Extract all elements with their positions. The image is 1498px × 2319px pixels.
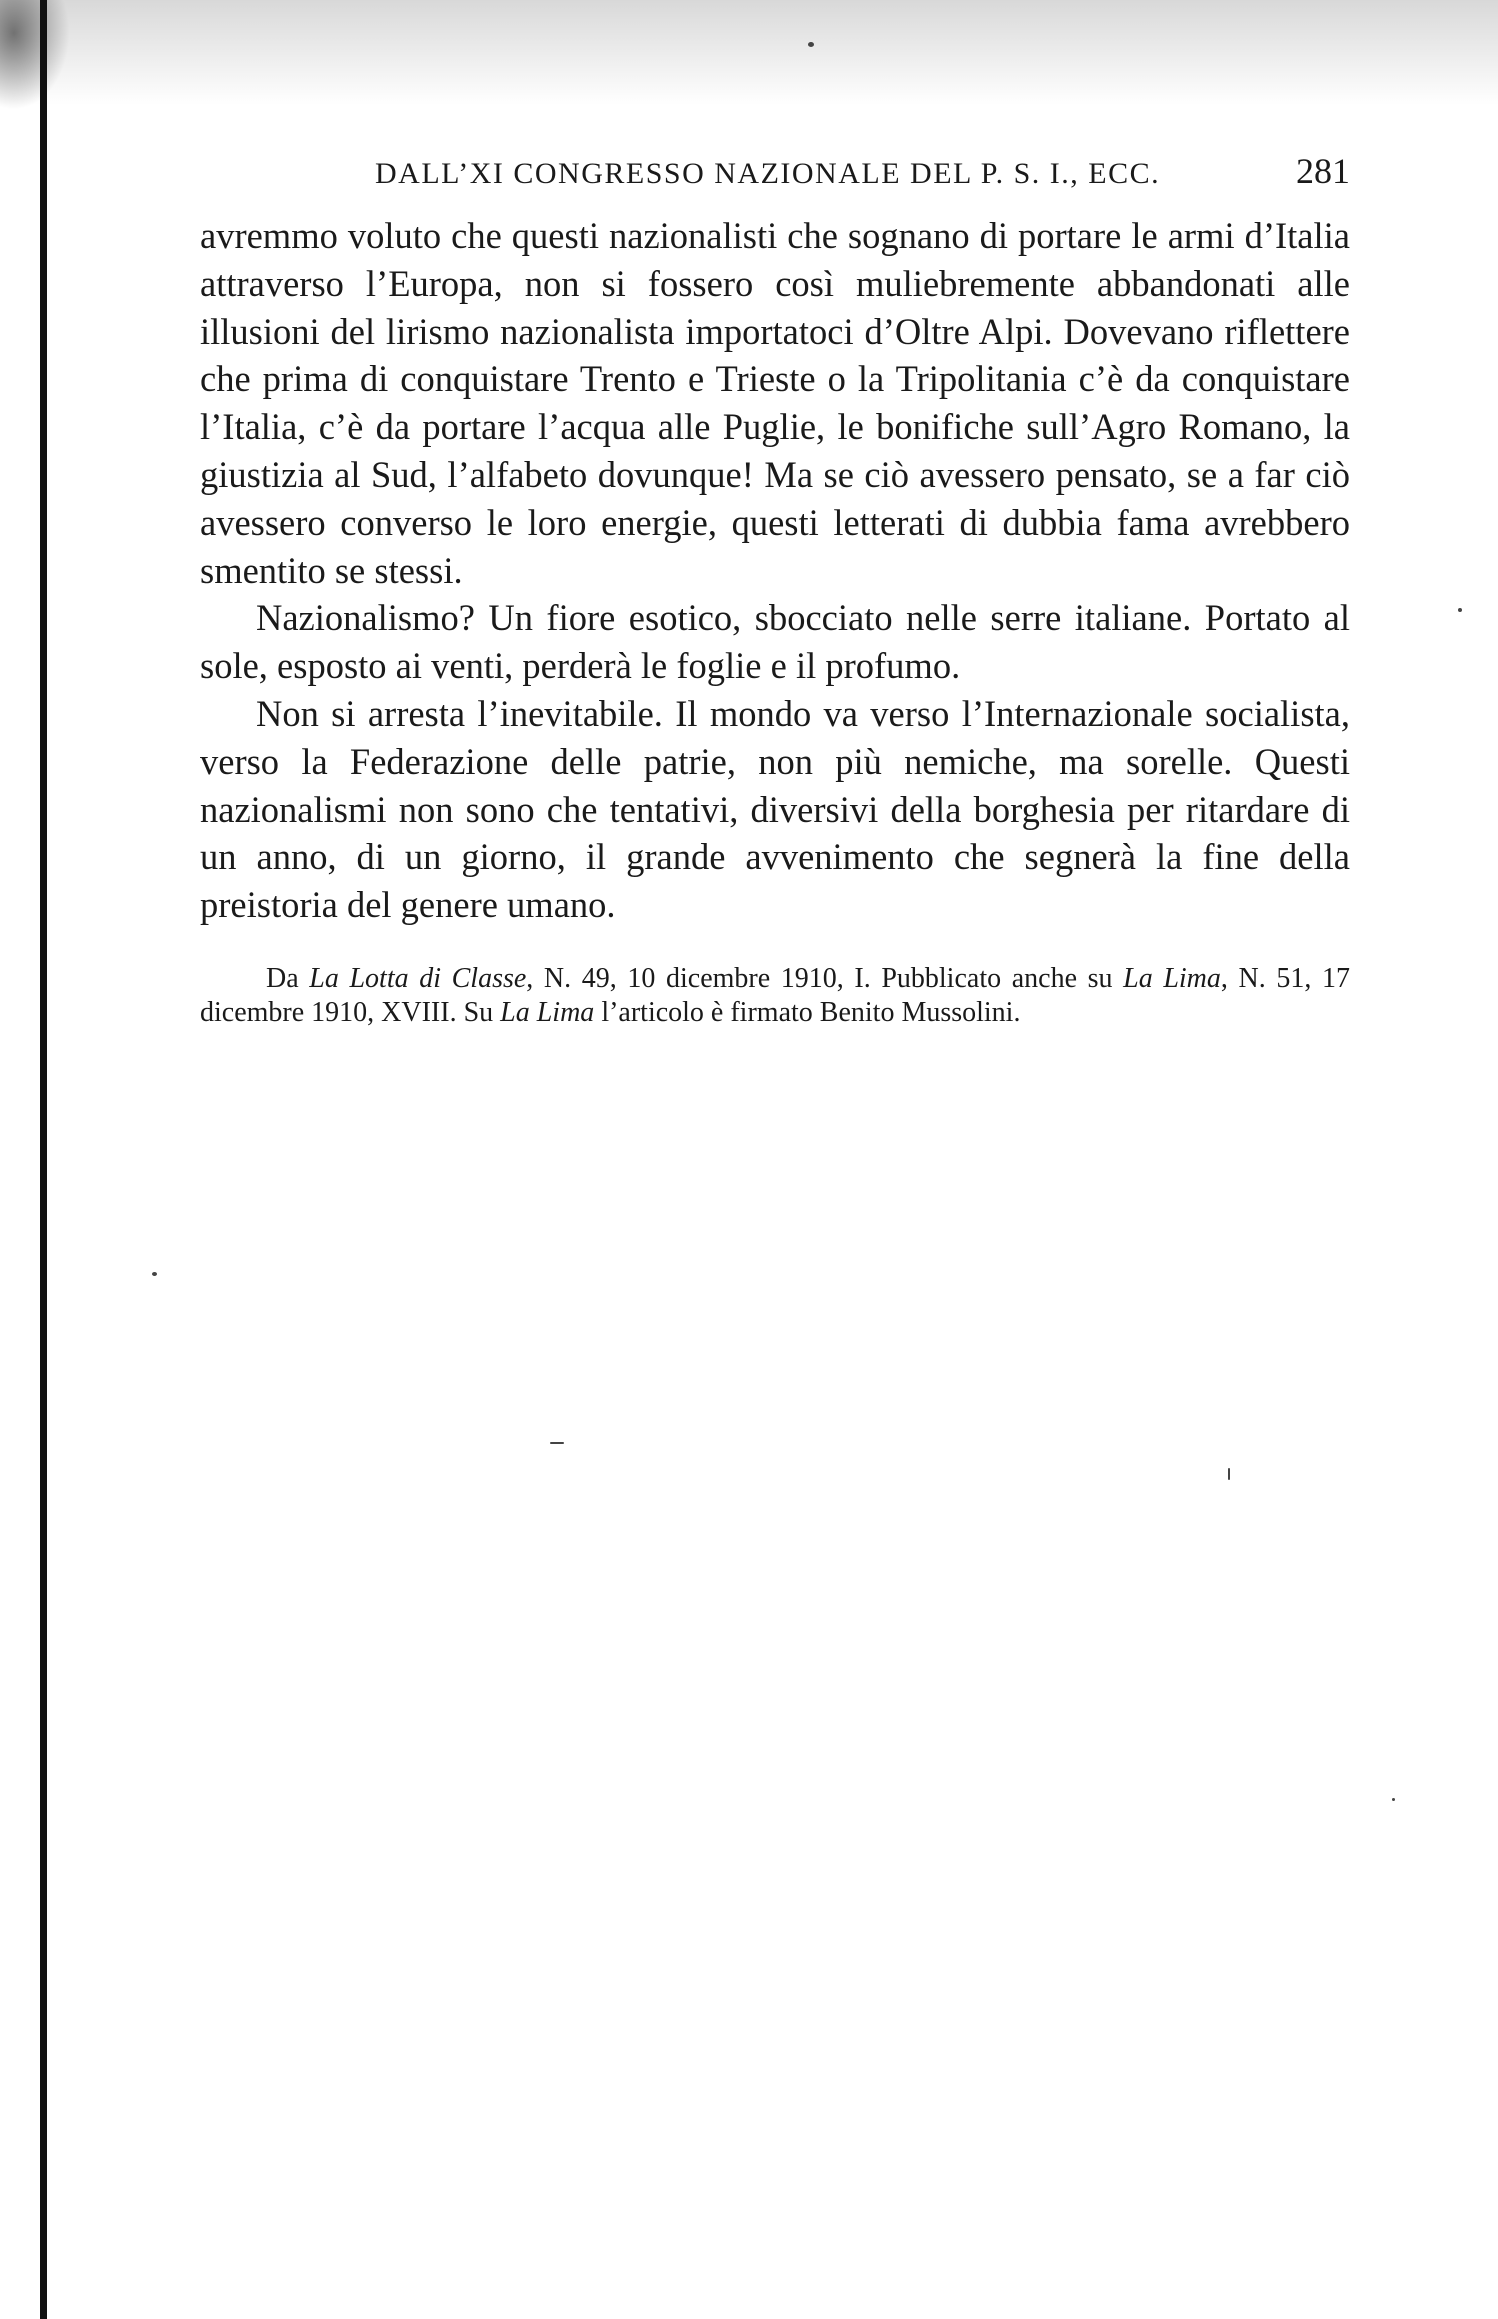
source-note-part: l’articolo è firmato Benito Mussolini. bbox=[594, 997, 1021, 1028]
paragraph-3: Non si arresta l’inevitabile. Il mondo va verso l’Internazionale socialista, verso la Federazione delle patrie, non più nemiche, ma sorelle. Questi nazionalismi non sono che tentativi, diversivi della borghesia per ritardare di un anno, di un giorno, il grande avvenimento che segnerà la fine della preistoria del genere umano. bbox=[200, 692, 1350, 926]
scan-speck bbox=[152, 1272, 157, 1276]
source-note bbox=[200, 962, 1350, 1030]
source-note-part: , N. 51, 17 dicembre 1910, XVIII. Su bbox=[200, 963, 1350, 1028]
scan-speck bbox=[550, 1442, 564, 1444]
page-header bbox=[200, 150, 1350, 192]
scan-top-shadow bbox=[0, 0, 1498, 150]
paragraph-2: Nazionalismo? Un fiore esotico, sbocciato nelle serre italiane. Portato al sole, esposto ai venti, perderà le foglie e il profumo. bbox=[200, 597, 1350, 687]
source-note-part: Da bbox=[266, 963, 310, 994]
newspaper-title: La Lotta di Classe bbox=[309, 963, 527, 994]
scan-speck bbox=[808, 42, 814, 47]
scan-speck bbox=[1458, 608, 1462, 612]
newspaper-title: La Lima bbox=[500, 997, 595, 1028]
binding-edge bbox=[40, 0, 47, 2319]
source-note-text bbox=[200, 962, 1350, 1030]
source-note-part: , N. 49, 10 dicembre 1910, I. Pubblicato anche su bbox=[526, 963, 1124, 994]
scan-corner-smudge bbox=[0, 0, 70, 110]
body-text bbox=[200, 212, 1350, 929]
paragraph-1: avremmo voluto che questi nazionalisti che sognano di portare le armi d’Italia attraverso l’Europa, non si fossero così muliebremente abbandonati alle illusioni del lirismo nazionalista importatoci d’Oltre Alpi. Dovevano riflettere che prima di conquistare Trento e Trieste o la Tripolitania c’è da conquistare l’Italia, c’è da portare l’acqua alle Puglie, le bonifiche sull’Agro Romano, la giustizia al Sud, l’alfabeto dovunque! Ma se ciò avessero pensato, se a far ciò avessero converso le loro energie, questi letterati di dubbia fama avrebbero smentito se stessi. bbox=[200, 215, 1350, 591]
running-title: DALL’XI CONGRESSO NAZIONALE DEL P. S. I., ECC. bbox=[375, 157, 1161, 190]
page-number: 281 bbox=[1296, 151, 1350, 191]
scan-speck bbox=[1228, 1468, 1230, 1480]
newspaper-title: La Lima bbox=[1123, 963, 1221, 994]
scan-speck bbox=[1392, 1798, 1395, 1801]
